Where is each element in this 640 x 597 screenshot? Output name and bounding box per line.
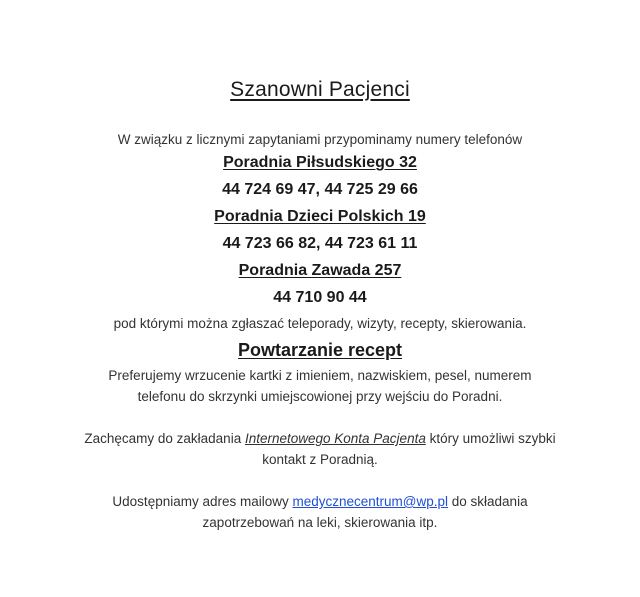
clinic-name-zawada: Poradnia Zawada 257 <box>238 262 402 279</box>
ikp-text-after: który umożliwi szybki <box>425 431 556 446</box>
phones-usage-text: pod którymi można zgłaszać teleporady, wizyty, recepty, skierowania. <box>113 316 527 331</box>
clinic-phones-pilsudskiego: 44 724 69 47, 44 725 29 66 <box>222 181 418 198</box>
ikp-text-before: Zachęcamy do zakładania <box>84 431 245 446</box>
email-line-1 <box>0 494 640 509</box>
clinic-phones-dzieci-polskich: 44 723 66 82, 44 723 61 11 <box>222 235 418 252</box>
prescriptions-line-1: Preferujemy wrzucenie kartki z imieniem, nazwiskiem, pesel, numerem <box>108 368 532 383</box>
clinic-phones-zawada: 44 710 90 44 <box>273 289 367 306</box>
ikp-line-1 <box>0 431 640 446</box>
intro-text: W związku z licznymi zapytaniami przypominamy numery telefonów <box>117 132 523 147</box>
clinic-name-pilsudskiego: Poradnia Piłsudskiego 32 <box>223 154 417 171</box>
email-line-2: zapotrzebowań na leki, skierowania itp. <box>202 515 438 530</box>
email-link[interactable]: medycznecentrum@wp.pl <box>292 494 449 509</box>
prescriptions-heading: Powtarzanie recept <box>237 340 403 360</box>
email-text-before: Udostępniamy adres mailowy <box>112 494 293 509</box>
page-title: Szanowni Pacjenci <box>230 78 410 101</box>
ikp-link[interactable]: Internetowego Konta Pacjenta <box>244 431 426 446</box>
ikp-line-2: kontakt z Poradnią. <box>262 452 378 467</box>
email-text-after: do składania <box>448 494 528 509</box>
prescriptions-line-2: telefonu do skrzynki umiejscowionej przy wejściu do Poradni. <box>137 389 503 404</box>
clinic-name-dzieci-polskich: Poradnia Dzieci Polskich 19 <box>214 208 426 225</box>
